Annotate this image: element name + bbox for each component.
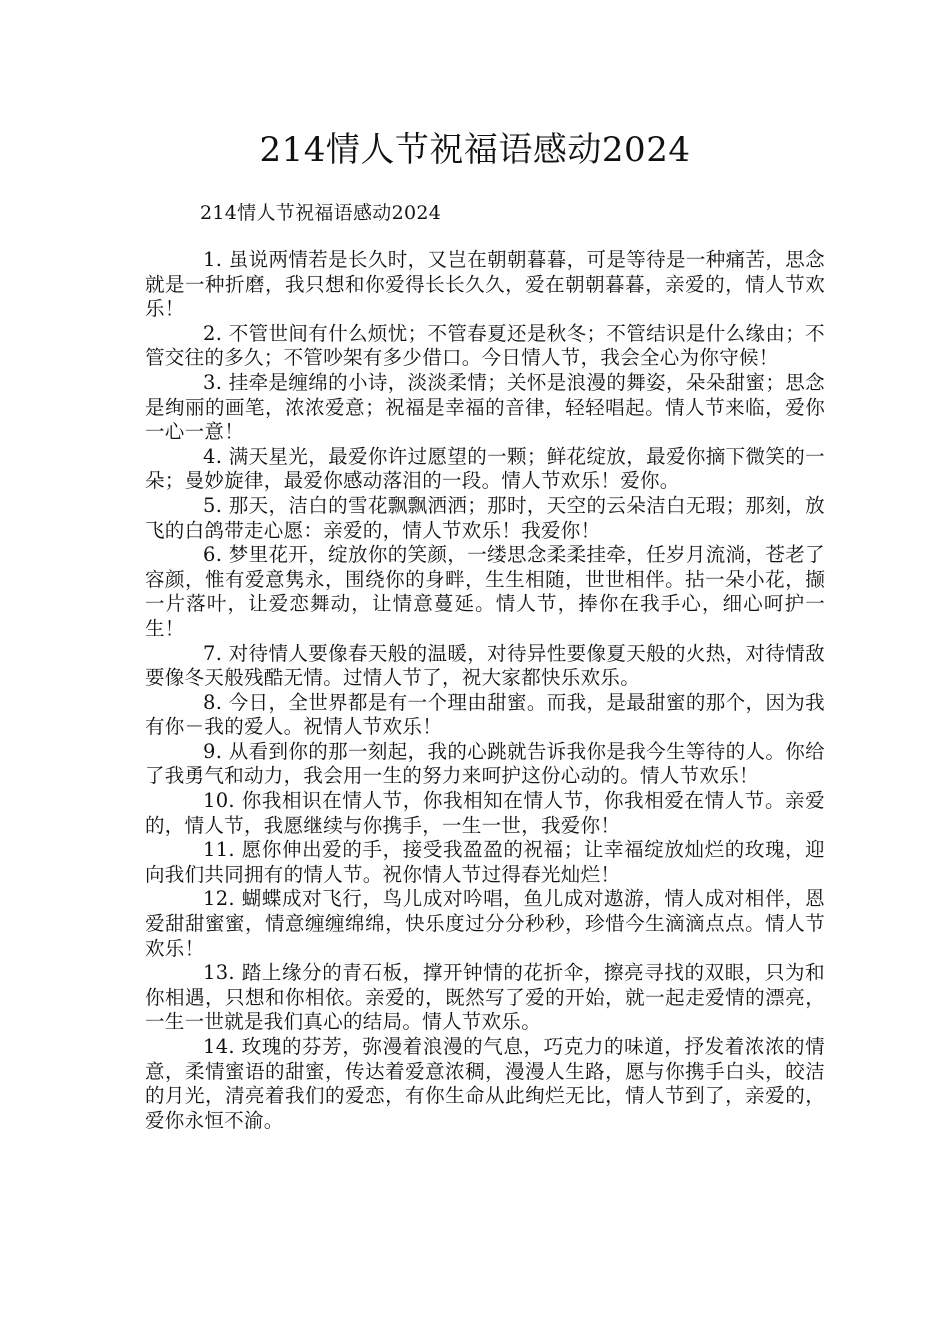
document-subtitle: 214情人节祝福语感动2024	[200, 202, 442, 224]
document-body	[145, 248, 825, 1133]
paragraph-5: 5. 那天，洁白的雪花飘飘洒洒；那时，天空的云朵洁白无瑕；那刻，放飞的白鸽带走心愿：亲爱的，情人节欢乐！我爱你！	[145, 493, 825, 542]
paragraph-3: 3. 挂牵是缠绵的小诗，淡淡柔情；关怀是浪漫的舞姿，朵朵甜蜜；思念是绚丽的画笔，浓浓爱意；祝福是幸福的音律，轻轻唱起。情人节来临，爱你一心一意！	[145, 370, 825, 444]
paragraph-8: 8. 今日，全世界都是有一个理由甜蜜。而我，是最甜蜜的那个，因为我有你－我的爱人。祝情人节欢乐！	[145, 690, 825, 739]
document-title: 214情人节祝福语感动2024	[259, 130, 691, 170]
paragraph-11: 11. 愿你伸出爱的手，接受我盈盈的祝福；让幸福绽放灿烂的玫瑰，迎向我们共同拥有的情人节。祝你情人节过得春光灿烂！	[145, 838, 825, 886]
paragraph-14: 14. 玫瑰的芬芳，弥漫着浪漫的气息，巧克力的味道，抒发着浓浓的情意，柔情蜜语的甜蜜，传达着爱意浓稠，漫漫人生路，愿与你携手白头，皎洁的月光，清亮着我们的爱恋，有你生命从此绚烂无比，情人节到了，亲爱的，爱你永恒不渝。	[145, 1035, 825, 1132]
paragraph-10: 10. 你我相识在情人节，你我相知在情人节，你我相爱在情人节。亲爱的，情人节，我愿继续与你携手，一生一世，我爱你！	[145, 789, 825, 837]
paragraph-6: 6. 梦里花开，绽放你的笑颜，一缕思念柔柔挂牵，任岁月流淌，苍老了容颜，惟有爱意隽永，围绕你的身畔，生生相随，世世相伴。拈一朵小花，撷一片落叶，让爱恋舞动，让情意蔓延。情人节，捧你在我手心，细心呵护一生！	[145, 543, 825, 640]
paragraph-9: 9. 从看到你的那一刻起，我的心跳就告诉我你是我今生等待的人。你给了我勇气和动力，我会用一生的努力来呵护这份心动的。情人节欢乐！	[145, 739, 825, 788]
paragraph-7: 7. 对待情人要像春天般的温暖，对待异性要像夏天般的火热，对待情敌要像冬天般残酷无情。过情人节了，祝大家都快乐欢乐。	[145, 641, 825, 690]
paragraph-12: 12. 蝴蝶成对飞行，鸟儿成对吟唱，鱼儿成对遨游，情人成对相伴，恩爱甜甜蜜蜜，情意缠缠绵绵，快乐度过分分秒秒，珍惜今生滴滴点点。情人节欢乐！	[145, 887, 825, 960]
paragraph-13: 13. 踏上缘分的青石板，撑开钟情的花折伞，擦亮寻找的双眼，只为和你相遇，只想和你相依。亲爱的，既然写了爱的开始，就一起走爱情的漂亮，一生一世就是我们真心的结局。情人节欢乐。	[145, 961, 825, 1034]
paragraph-2: 2. 不管世间有什么烦忧；不管春夏还是秋冬；不管结识是什么缘由；不管交往的多久；不管吵架有多少借口。今日情人节，我会全心为你守候！	[145, 321, 825, 370]
paragraph-4: 4. 满天星光，最爱你许过愿望的一颗；鲜花绽放，最爱你摘下微笑的一朵；曼妙旋律，最爱你感动落泪的一段。情人节欢乐！爱你。	[145, 444, 825, 493]
paragraph-1: 1. 虽说两情若是长久时，又岂在朝朝暮暮，可是等待是一种痛苦，思念就是一种折磨，我只想和你爱得长长久久，爱在朝朝暮暮，亲爱的，情人节欢乐！	[145, 248, 825, 321]
